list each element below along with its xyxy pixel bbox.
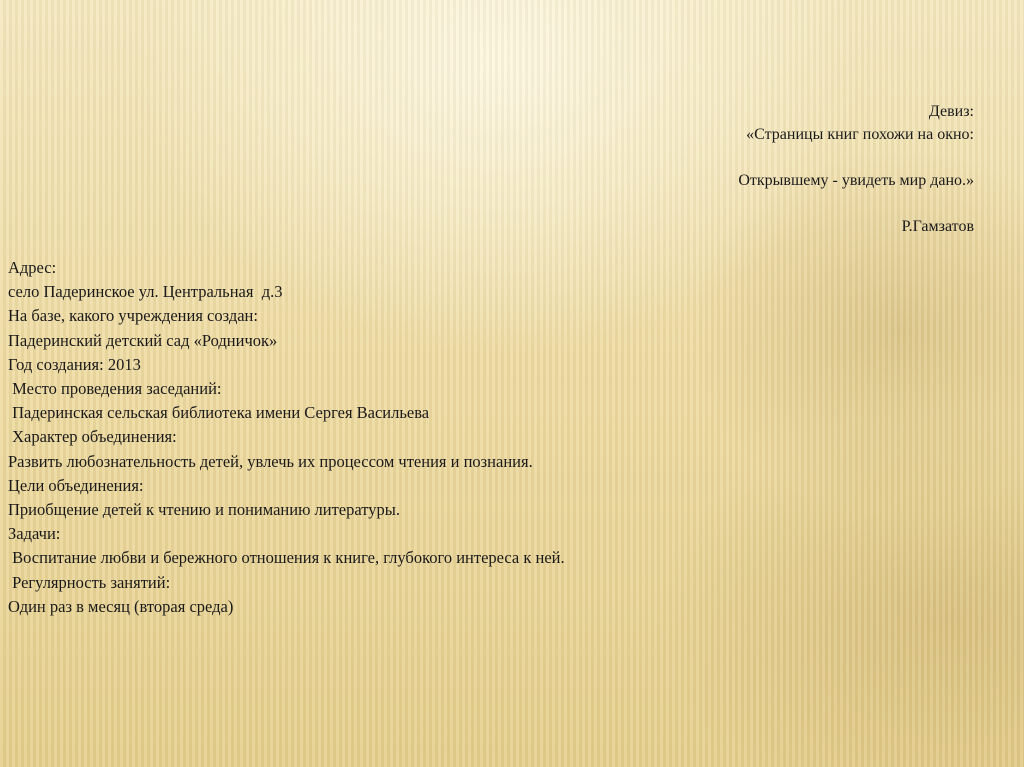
club-info-block (8, 256, 565, 619)
goals-heading: Цели объединения: (8, 475, 144, 495)
character-heading: Характер объединения: (8, 427, 177, 447)
venue-value: Падеринская сельская библиотека имени Сергея Васильева (8, 403, 430, 423)
motto-spacer (738, 146, 974, 169)
motto-block (738, 100, 974, 238)
institution-heading: На базе, какого учреждения создан: (8, 306, 258, 326)
founded-year: Год создания: 2013 (8, 354, 141, 374)
motto-line-2: Открывшему - увидеть мир дано.» (738, 172, 974, 189)
motto-line-1: «Страницы книг похожи на окно: (746, 126, 974, 143)
character-value: Развить любознательность детей, увлечь их процессом чтения и познания. (8, 451, 533, 471)
institution-value: Падеринский детский сад «Родничок» (8, 330, 278, 350)
motto-author: Р.Гамзатов (901, 218, 974, 235)
motto-spacer (738, 192, 974, 215)
schedule-value: Один раз в месяц (вторая среда) (8, 596, 234, 616)
goals-value: Приобщение детей к чтению и пониманию литературы. (8, 500, 400, 520)
motto-label: Девиз: (928, 103, 974, 120)
address-heading: Адрес: (8, 258, 57, 277)
venue-heading: Место проведения заседаний: (8, 379, 222, 399)
tasks-value: Воспитание любви и бережного отношения к книге, глубокого интереса к ней. (8, 548, 565, 568)
tasks-heading: Задачи: (8, 524, 61, 544)
address-value: село Падеринское ул. Центральная д.3 (8, 282, 283, 302)
schedule-heading: Регулярность занятий: (8, 572, 171, 592)
